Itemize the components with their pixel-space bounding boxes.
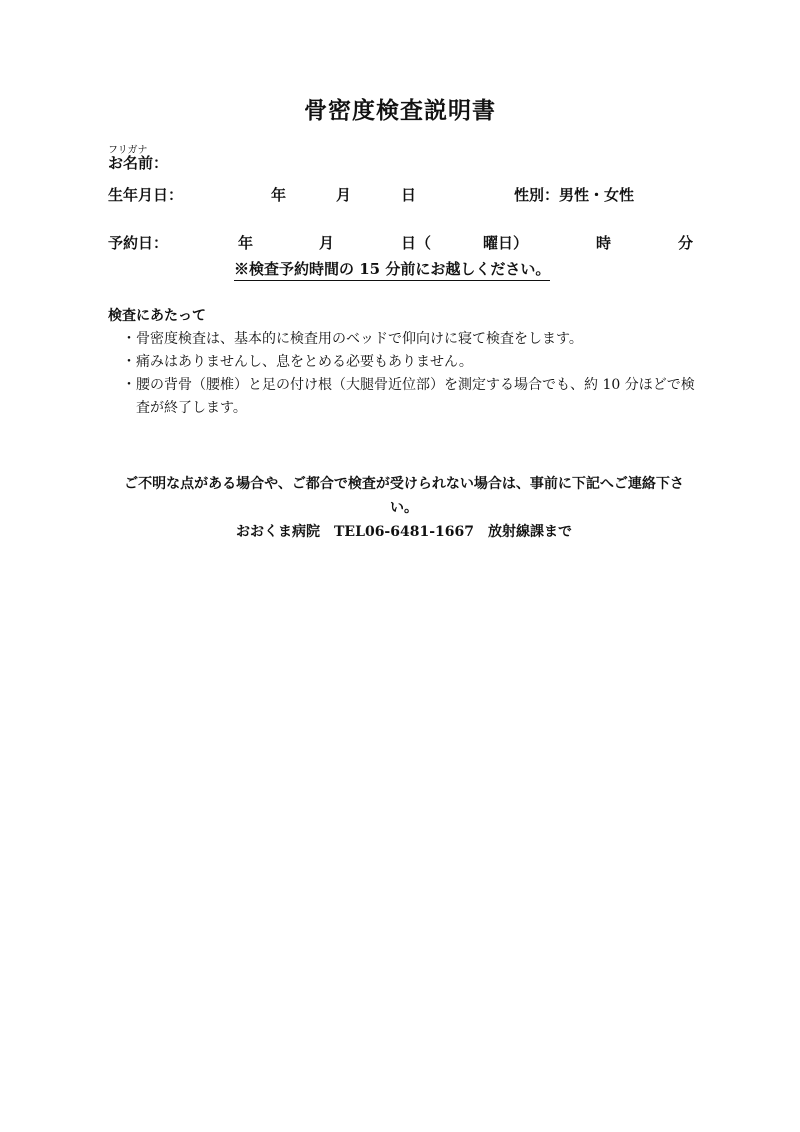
gender-field: 性別：男性・女性 [514, 186, 635, 204]
appointment-month: 月 [319, 234, 335, 252]
bullet-mark: ・ [122, 377, 136, 393]
contact-block [108, 472, 700, 544]
list-item-text: 腰の背骨（腰椎）と足の付け根（大腿骨近位部）を測定する場合でも、約 10 分ほどで検査が終了します。 [136, 377, 695, 416]
bullet-mark: ・ [122, 354, 136, 370]
page-title: 骨密度検査説明書 [304, 97, 496, 124]
appointment-day: 日（ [401, 234, 432, 252]
arrival-note: ※検査予約時間の 15 分前にお越しください。 [234, 258, 550, 281]
appointment-year: 年 [238, 234, 254, 252]
contact-info: おおくま病院 TEL06-6481-1667 放射線課まで [236, 524, 572, 540]
exam-notes-list [122, 328, 702, 420]
list-item-text: 骨密度検査は、基本的に検査用のベッドで仰向けに寝て検査をします。 [136, 331, 583, 347]
list-item [122, 328, 702, 351]
appointment-hour: 時 [596, 234, 612, 252]
birthdate-label: 生年月日： [108, 186, 184, 204]
contact-message-line1: ご不明な点がある場合や、ご都合で検査が受けられない場合は、事前に下記へご連絡下さ [124, 476, 684, 492]
appointment-weekday: 曜日） [483, 234, 529, 252]
contact-message-line2: い。 [390, 500, 418, 516]
name-furigana: フリガナ [108, 145, 148, 156]
section-heading: 検査にあたって [108, 308, 206, 324]
birthdate-day: 日 [401, 186, 417, 204]
bullet-mark: ・ [122, 331, 136, 347]
list-item [122, 351, 702, 374]
appointment-label: 予約日： [108, 234, 169, 252]
list-item [122, 374, 702, 420]
appointment-minute: 分 [678, 234, 694, 252]
name-label: お名前： [108, 154, 169, 172]
birthdate-month: 月 [336, 186, 352, 204]
birthdate-year: 年 [271, 186, 287, 204]
list-item-text: 痛みはありませんし、息をとめる必要もありません。 [136, 354, 473, 370]
